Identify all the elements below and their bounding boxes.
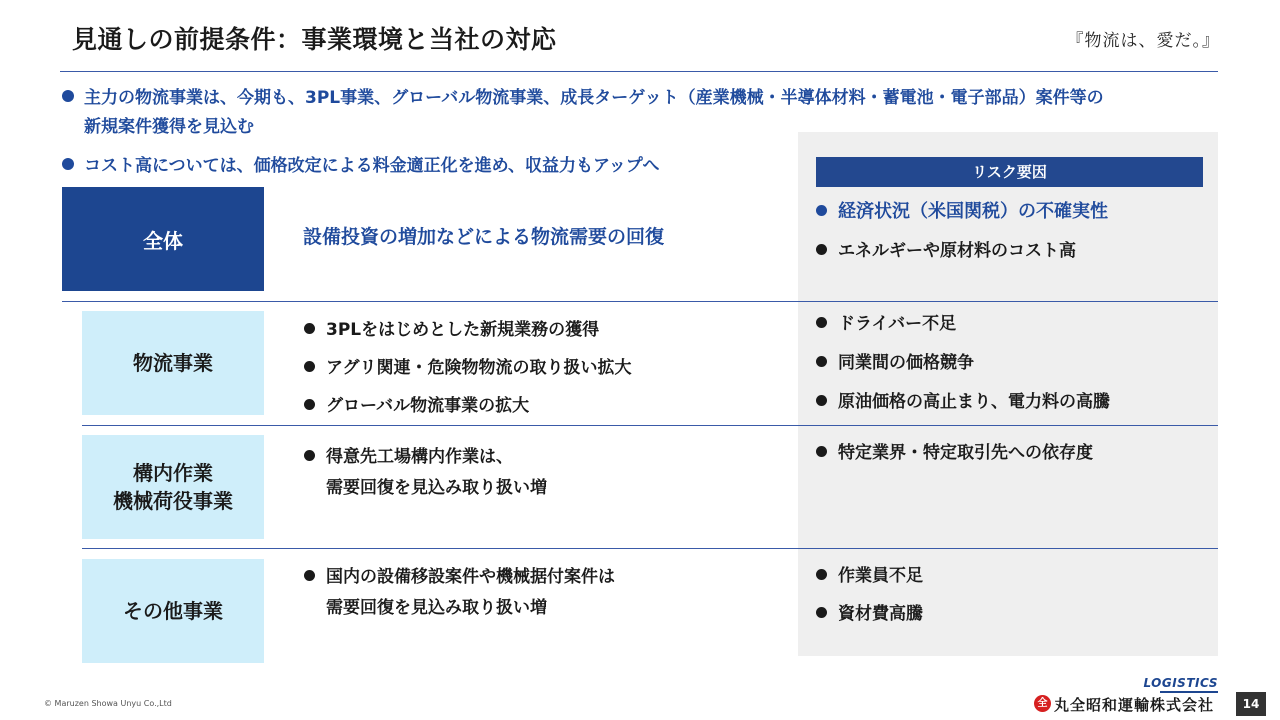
segment-label-inplant	[82, 435, 264, 539]
other-risk-1	[816, 565, 923, 587]
bullet-dot-icon	[304, 450, 315, 461]
overall-risk-2	[816, 240, 1076, 262]
inplant-outlook	[304, 446, 547, 499]
logistics-risk-3	[816, 391, 1110, 413]
bullet-dot-icon	[816, 446, 827, 457]
tagline: 『物流は、愛だ。』	[1066, 31, 1220, 51]
logistics-risk-1	[816, 313, 956, 335]
other-risk-2	[816, 603, 923, 625]
logo-underline	[1160, 691, 1218, 693]
inplant-outlook-line2: 需要回復を見込み取り扱い増	[326, 478, 547, 498]
bullet-dot-icon	[816, 205, 827, 216]
overall-outlook: 設備投資の増加などによる物流需要の回復	[303, 226, 665, 248]
bullet-dot-icon	[62, 90, 74, 102]
logistics-outlook-3	[304, 395, 529, 417]
other-risk-1-text: 作業員不足	[838, 566, 923, 586]
segment-label-inplant-line2: 機械荷役事業	[113, 489, 233, 513]
other-outlook-line2: 需要回復を見込み取り扱い増	[326, 598, 547, 618]
page-title: 見通しの前提条件：事業環境と当社の対応	[72, 25, 557, 54]
logistics-risk-3-text: 原油価格の高止まり、電力料の高騰	[838, 392, 1110, 412]
segment-label-logistics-text: 物流事業	[133, 351, 213, 375]
logistics-outlook-1	[304, 319, 599, 341]
overall-risk-2-text: エネルギーや原材料のコスト高	[838, 241, 1076, 261]
bullet-dot-icon	[304, 361, 315, 372]
company-logo	[1030, 676, 1220, 716]
bullet-dot-icon	[816, 244, 827, 255]
bullet-dot-icon	[62, 158, 74, 170]
bullet-dot-icon	[816, 317, 827, 328]
overall-risk-1	[816, 201, 1108, 223]
inplant-risk-1	[816, 442, 1093, 464]
segment-label-logistics	[82, 311, 264, 415]
logistics-risk-1-text: ドライバー不足	[838, 314, 957, 334]
risk-header: リスク要因	[816, 157, 1203, 187]
logistics-outlook-1-text: 3PLをはじめとした新規業務の獲得	[326, 320, 600, 340]
summary-bullet-1-line1: 主力の物流事業は、今期も、3PL事業、グローバル物流事業、成長ターゲット（産業機械・半導体材料・蓄電池・電子部品）案件等の	[84, 88, 1104, 108]
other-outlook-line1: 国内の設備移設案件や機械据付案件は	[326, 567, 615, 587]
summary-bullet-1-line2: 新規案件獲得を見込む	[84, 117, 254, 137]
company-name: 丸全昭和運輸株式会社	[1054, 696, 1215, 714]
logistics-outlook-2	[304, 357, 632, 379]
segment-label-other-text: その他事業	[123, 599, 223, 623]
logistics-logo-text: LOGISTICS	[1143, 676, 1218, 690]
bullet-dot-icon	[304, 323, 315, 334]
inplant-risk-1-text: 特定業界・特定取引先への依存度	[838, 443, 1093, 463]
title-divider	[60, 71, 1218, 72]
copyright: © Maruzen Showa Unyu Co.,Ltd	[44, 699, 172, 708]
row-divider	[82, 548, 1218, 549]
logistics-risk-2-text: 同業間の価格競争	[838, 353, 974, 373]
bullet-dot-icon	[816, 356, 827, 367]
other-risk-2-text: 資材費高騰	[838, 604, 923, 624]
overall-risk-1-text: 経済状況（米国関税）の不確実性	[838, 201, 1108, 222]
bullet-dot-icon	[816, 395, 827, 406]
logistics-outlook-2-text: アグリ関連・危険物物流の取り扱い拡大	[326, 358, 632, 378]
logistics-outlook-3-text: グローバル物流事業の拡大	[326, 396, 530, 416]
segment-label-inplant-line1: 構内作業	[133, 461, 213, 485]
summary-bullet-2-text: コスト高については、価格改定による料金適正化を進め、収益力もアップへ	[84, 156, 660, 176]
bullet-dot-icon	[816, 569, 827, 580]
segment-label-overall: 全体	[62, 187, 264, 291]
bullet-dot-icon	[304, 399, 315, 410]
row-divider	[82, 425, 1218, 426]
page-number: 14	[1236, 692, 1266, 716]
segment-label-other	[82, 559, 264, 663]
bullet-dot-icon	[304, 570, 315, 581]
company-mark-icon: 全	[1034, 695, 1051, 712]
logistics-risk-2	[816, 352, 974, 374]
summary-bullet-2	[62, 152, 659, 181]
inplant-outlook-line1: 得意先工場構内作業は、	[326, 447, 513, 467]
other-outlook	[304, 566, 615, 619]
bullet-dot-icon	[816, 607, 827, 618]
row-divider	[62, 301, 1218, 302]
